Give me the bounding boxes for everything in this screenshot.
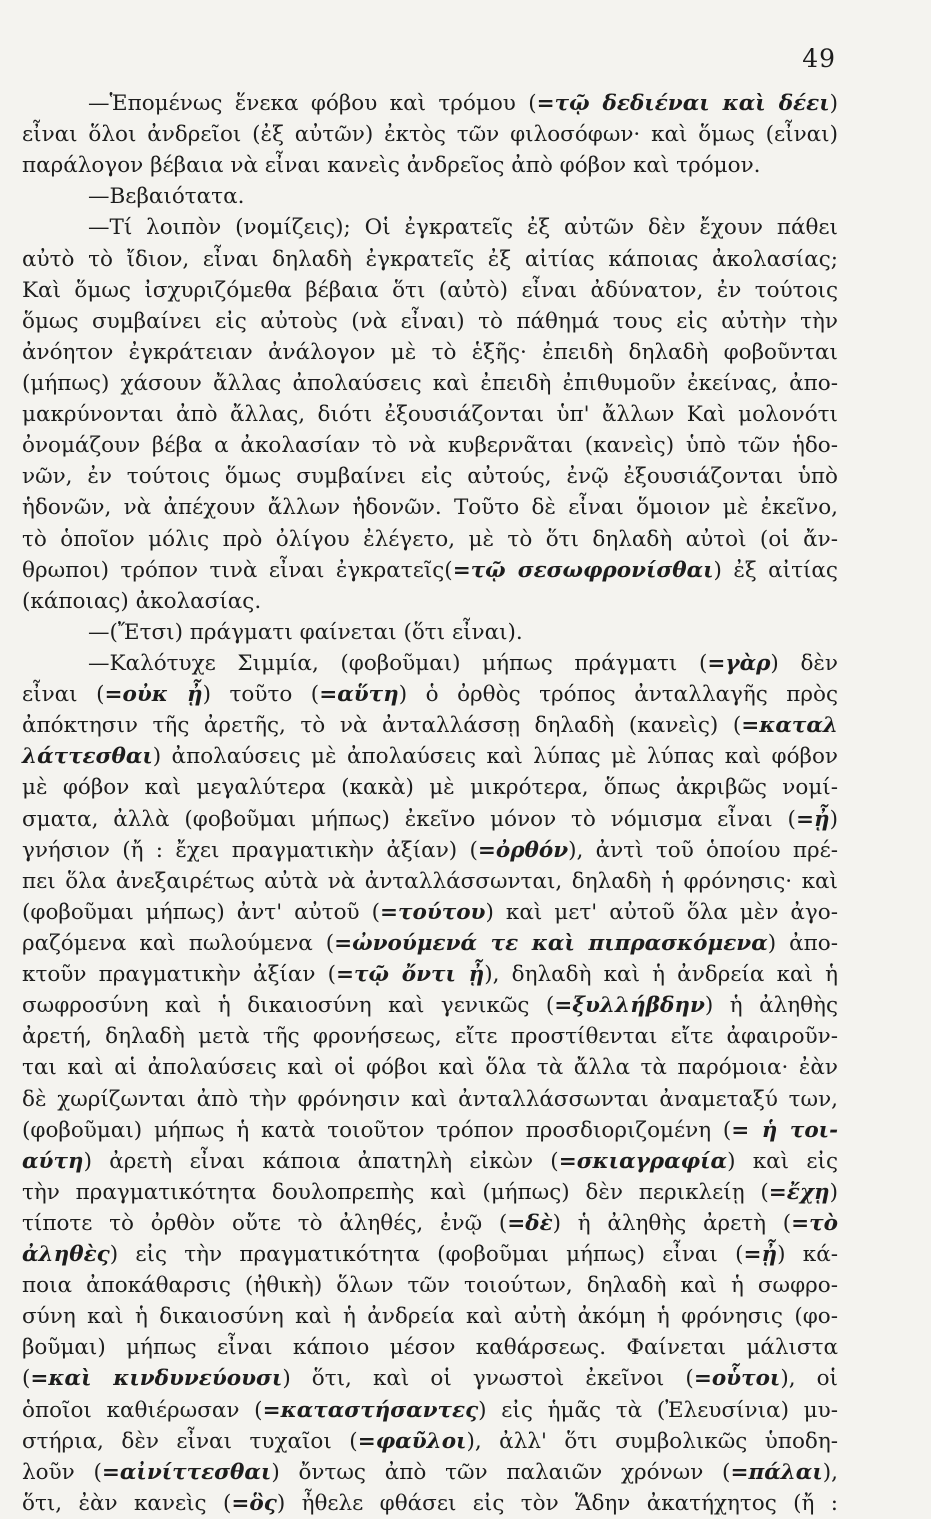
greek-original-term: =καταστήσαντες <box>262 1397 479 1423</box>
greek-original-term: =ἔχῃ <box>768 1179 830 1205</box>
text-segment: ) ὅτι, καὶ οἱ γνωστοὶ ἐκεῖνοι ( <box>282 1366 694 1392</box>
text-segment: ) καὶ μετ' αὐτοῦ ὅλα μὲν ἀγο- <box>485 899 838 925</box>
text-line <box>22 804 838 835</box>
text-line <box>22 368 838 399</box>
text-line <box>22 617 838 648</box>
greek-original-term: =τούτου <box>380 899 486 925</box>
text-segment: ) καὶ εἰς <box>727 1148 838 1174</box>
text-segment: πει ὅλα ἀνεξαιρέτως αὐτὰ νὰ ἀνταλλάσσωνται, δηλαδὴ ἡ φρόνησις· καὶ <box>22 868 838 894</box>
text-segment: ), οἱ <box>780 1366 838 1392</box>
text-line <box>22 928 838 959</box>
text-segment: σωφροσύνη καὶ ἡ δικαιοσύνη καὶ γενικῶς ( <box>22 993 555 1019</box>
text-segment: παράλογον βέβαια νὰ εἶναι κανεὶς ἀνδρεῖος ἀπὸ φόβον καὶ τρόμον. <box>22 153 761 179</box>
text-segment: ) εἰς ἡμᾶς τὰ (Ἐλευσίνια) μυ- <box>478 1397 838 1423</box>
text-line <box>22 1301 838 1332</box>
text-segment: σματα, ἀλλὰ (φοβοῦμαι μήπως) ἐκεῖνο μόνον τὸ νόμισμα εἶναι ( <box>22 806 796 832</box>
text-segment: νῶν, ἐν τούτοις ὅμως συμβαίνει εἰς αὐτούς, ἐνῷ ἐξουσιάζονται ὑπὸ <box>22 464 838 490</box>
text-segment: ἀνόητον ἐγκράτειαν ἀνάλογον μὲ τὸ ἑξῆς· ἐπειδὴ δηλαδὴ φοβοῦνται <box>22 339 838 365</box>
text-line <box>22 1363 838 1394</box>
text-segment: ) δὲν <box>770 650 838 676</box>
text-line <box>22 244 838 275</box>
text-segment: βοῦμαι) μήπως εἶναι κάποιο μέσον καθάρσεως. Φαίνεται μάλιστα <box>22 1335 838 1361</box>
text-line <box>22 679 838 710</box>
text-line <box>22 1270 838 1301</box>
greek-original-term: =τὸ <box>791 1210 838 1236</box>
text-segment: στήρια, δὲν εἶναι τυχαῖοι ( <box>22 1428 358 1454</box>
text-segment: αὐτὸ τὸ ἴδιον, εἶναι δηλαδὴ ἐγκρατεῖς ἐξ αἰτίας κάποιας ἀκολασίας; <box>22 246 838 272</box>
text-line <box>22 1084 838 1115</box>
text-segment: Καὶ ὅμως ἰσχυριζόμεθα βέβαια ὅτι (αὐτὸ) εἶναι ἀδύνατον, ἐν τούτοις <box>22 277 838 303</box>
text-line <box>22 990 838 1021</box>
text-line <box>22 1239 838 1270</box>
greek-original-term: =πάλαι <box>730 1459 823 1485</box>
greek-original-term: =καταλ <box>741 713 838 739</box>
text-line <box>22 1426 838 1457</box>
greek-original-term: =δὲ <box>507 1210 553 1236</box>
text-segment: —Καλότυχε Σιμμία, (φοβοῦμαι) μήπως πράγματι ( <box>88 650 708 676</box>
text-segment: μακρύνονται ἀπὸ ἄλλας, διότι ἐξουσιάζονται ὑπ' ἄλλων Καὶ μολονότι <box>22 402 838 428</box>
text-line <box>22 710 838 741</box>
text-segment: ), ἀντὶ τοῦ ὁποίου πρέ- <box>568 837 838 863</box>
text-line <box>22 1208 838 1239</box>
text-line <box>22 337 838 368</box>
text-line <box>22 866 838 897</box>
body-text <box>22 88 838 1519</box>
text-segment: ), δηλαδὴ καὶ ἡ ἀνδρεία καὶ ἡ <box>484 962 838 988</box>
text-line <box>22 524 838 555</box>
text-segment: ) <box>829 806 838 832</box>
text-line <box>22 586 838 617</box>
text-segment: τὴν πραγματικότητα δουλοπρεπὴς καὶ (μήπως) δὲν περικλείῃ ( <box>22 1179 769 1205</box>
text-segment: —Ἑπομένως ἕνεκα φόβου καὶ τρόμου ( <box>88 91 537 116</box>
text-segment: εἶναι ὅλοι ἀνδρεῖοι (ἐξ αὐτῶν) ἐκτὸς τῶν φιλοσόφων· καὶ ὅμως (εἶναι) <box>22 122 838 148</box>
text-line <box>22 555 838 586</box>
text-segment: ) τοῦτο ( <box>202 682 320 708</box>
text-segment: τὸ ὁποῖον μόλις πρὸ ὀλίγου ἐλέγετο, μὲ τὸ ὅτι δηλαδὴ αὐτοὶ (οἱ ἄν- <box>22 526 838 552</box>
greek-original-term: =αἰνίττεσθαι <box>101 1459 272 1485</box>
page-number: 49 <box>802 44 836 73</box>
text-segment: ται καὶ αἱ ἀπολαύσεις καὶ οἱ φόβοι καὶ ὅλα τὰ ἄλλα τὰ παρόμοια· ἐὰν <box>22 1055 838 1081</box>
text-segment: τίποτε τὸ ὀρθὸν οὔτε τὸ ἀληθές, ἐνῷ ( <box>22 1210 508 1236</box>
text-line <box>22 461 838 492</box>
text-line <box>22 1177 838 1208</box>
text-segment: ) εἰς τὴν πραγματικότητα (φοβοῦμαι μήπως) εἶναι ( <box>109 1242 744 1268</box>
greek-original-term: =τῷ δεδιέναι καὶ δέει <box>536 91 830 116</box>
text-segment: ) <box>829 91 838 116</box>
text-segment: ἀρετή, δηλαδὴ μετὰ τῆς φρονήσεως, εἴτε προστίθενται εἴτε ἀφαιροῦν- <box>22 1024 838 1050</box>
text-line <box>22 835 838 866</box>
text-segment: ραζόμενα καὶ πωλούμενα ( <box>22 930 335 956</box>
text-segment: ) ὁ ὀρθὸς τρόπος ἀνταλλαγῆς πρὸς <box>398 682 838 708</box>
text-segment: εἶναι ( <box>22 682 105 708</box>
text-line <box>22 1332 838 1363</box>
text-line <box>22 1488 838 1519</box>
text-line <box>22 1457 838 1488</box>
greek-original-term: =ὠνούμενά τε καὶ πιπρασκόμενα <box>334 930 768 956</box>
text-line <box>22 959 838 990</box>
greek-original-term: =οὗτοι <box>693 1366 781 1392</box>
greek-original-term: =αὕτη <box>319 682 399 708</box>
text-line <box>22 88 838 119</box>
text-segment: —(Ἔτσι) πράγματι φαίνεται (ὅτι εἶναι). <box>88 619 523 645</box>
text-segment: μὲ φόβον καὶ μεγαλύτερα (κακὰ) μὲ μικρότερα, ὅπως ἀκριβῶς νομί- <box>22 775 838 801</box>
text-segment: ), <box>822 1459 838 1485</box>
text-line <box>22 1395 838 1426</box>
text-line <box>22 741 838 772</box>
greek-original-term: =σκιαγραφία <box>558 1148 728 1174</box>
text-line <box>22 1146 838 1177</box>
text-segment: (φοβοῦμαι) μήπως ἡ κατὰ τοιοῦτον τρόπον προσδιοριζομένη ( <box>22 1117 732 1143</box>
text-segment: ( <box>22 1366 31 1392</box>
text-segment: ) κά- <box>777 1242 838 1268</box>
text-segment: ) ἦθελε φθάσει εἰς τὸν Ἅδην ἀκατήχητος (ἤ : <box>276 1490 838 1516</box>
text-segment: —Τί λοιπὸν (νομίζεις); Οἱ ἐγκρατεῖς ἐξ αὐτῶν δὲν ἔχουν πάθει <box>88 215 838 241</box>
greek-original-term: =ξυλλήβδην <box>554 993 705 1019</box>
text-segment: λοῦν ( <box>22 1459 102 1485</box>
text-line <box>22 119 838 150</box>
text-segment: ) <box>829 1179 838 1205</box>
text-line <box>22 212 838 243</box>
text-line <box>22 897 838 928</box>
greek-original-term: =ᾖ <box>795 806 830 832</box>
greek-original-term: =γὰρ <box>707 650 771 676</box>
text-segment: κτοῦν πραγματικὴν ἀξίαν ( <box>22 962 336 988</box>
text-line <box>22 492 838 523</box>
text-segment: ) ἡ ἀληθὴς ἀρετὴ ( <box>552 1210 792 1236</box>
text-segment: ) ἐξ αἰτίας <box>713 557 838 583</box>
text-segment: ὁποῖοι καθιέρωσαν ( <box>22 1397 263 1423</box>
text-segment: (φοβοῦμαι μήπως) ἀντ' αὐτοῦ ( <box>22 899 381 925</box>
text-segment: ἡδονῶν, νὰ ἀπέχουν ἄλλων ἡδονῶν. Τοῦτο δὲ εἶναι ὅμοιον μὲ ἐκεῖνο, <box>22 495 838 521</box>
text-line <box>22 1052 838 1083</box>
text-segment: δὲ χωρίζωνται ἀπὸ τὴν φρόνησιν καὶ ἀνταλλάσσωνται ἀναμεταξύ των, <box>22 1086 838 1112</box>
text-segment: ὅτι, ἐὰν κανεὶς ( <box>22 1490 232 1516</box>
text-segment: θρωποι) τρόπον τινὰ εἶναι ἐγκρατεῖς( <box>22 557 453 583</box>
greek-original-term: λάττεσθαι <box>22 744 153 770</box>
text-line <box>22 181 838 212</box>
text-segment: ποια ἀποκάθαρσις (ἠθικὴ) ὅλων τῶν τοιούτων, δηλαδὴ καὶ ἡ σωφρο- <box>22 1273 838 1299</box>
text-segment: ) ἀπο- <box>767 930 838 956</box>
text-line <box>22 1021 838 1052</box>
text-segment: ), ἀλλ' ὅτι συμβολικῶς ὑποδη- <box>466 1428 838 1454</box>
text-line <box>22 1115 838 1146</box>
greek-original-term: =τῷ ὄντι ᾖ <box>335 962 485 988</box>
text-line <box>22 275 838 306</box>
greek-original-term: =τῷ σεσωφρονίσθαι <box>452 557 714 583</box>
greek-original-term: =ὃς <box>231 1490 277 1516</box>
greek-original-term: =οὐκ ᾖ <box>104 682 203 708</box>
text-line <box>22 399 838 430</box>
text-segment: ὅμως συμβαίνει εἰς αὐτοὺς (νὰ εἶναι) τὸ πάθημά τους εἰς αὐτὴν τὴν <box>22 308 838 334</box>
greek-original-term: =φαῦλοι <box>357 1428 467 1454</box>
text-segment: ) ὄντως ἀπὸ τῶν παλαιῶν χρόνων ( <box>271 1459 731 1485</box>
text-segment: γνήσιον (ἤ : ἔχει πραγματικὴν ἀξίαν) ( <box>22 837 478 863</box>
greek-original-term: = ἡ τοι- <box>731 1117 838 1143</box>
text-segment: (μήπως) χάσουν ἄλλας ἀπολαύσεις καὶ ἐπειδὴ ἐπιθυμοῦν ἐκείνας, ἀπο- <box>22 370 838 396</box>
text-segment: ἀπόκτησιν τῆς ἀρετῆς, τὸ νὰ ἀνταλλάσσῃ δηλαδὴ (κανεὶς) ( <box>22 713 742 739</box>
greek-original-term: =ὀρθόν <box>477 837 569 863</box>
text-line <box>22 430 838 461</box>
greek-original-term: =ᾖ <box>743 1242 778 1268</box>
text-line <box>22 306 838 337</box>
greek-original-term: αύτη <box>22 1148 84 1174</box>
text-segment: σύνη καὶ ἡ δικαιοσύνη καὶ ἡ ἀνδρεία καὶ αὐτὴ ἀκόμη ἡ φρόνησις (φο- <box>22 1304 838 1330</box>
text-segment: ὀνομάζουν βέβα α ἀκολασίαν τὸ νὰ κυβερνᾶται (κανεὶς) ὑπὸ τῶν ἡδο- <box>22 433 838 459</box>
text-segment: ) ἀρετὴ εἶναι κάποια ἀπατηλὴ εἰκὼν ( <box>83 1148 559 1174</box>
greek-original-term: =καὶ κινδυνεύουσι <box>30 1366 283 1392</box>
text-line <box>22 648 838 679</box>
text-segment: ) ἡ ἀληθὴς <box>704 993 838 1019</box>
text-segment: —Βεβαιότατα. <box>88 184 245 210</box>
greek-original-term: ἀληθὲς <box>22 1242 110 1268</box>
text-line <box>22 772 838 803</box>
text-segment: ) ἀπολαύσεις μὲ ἀπολαύσεις καὶ λύπας μὲ λύπας καὶ φόβον <box>152 744 838 770</box>
text-line <box>22 150 838 181</box>
text-segment: (κάποιας) ἀκολασίας. <box>22 588 262 614</box>
